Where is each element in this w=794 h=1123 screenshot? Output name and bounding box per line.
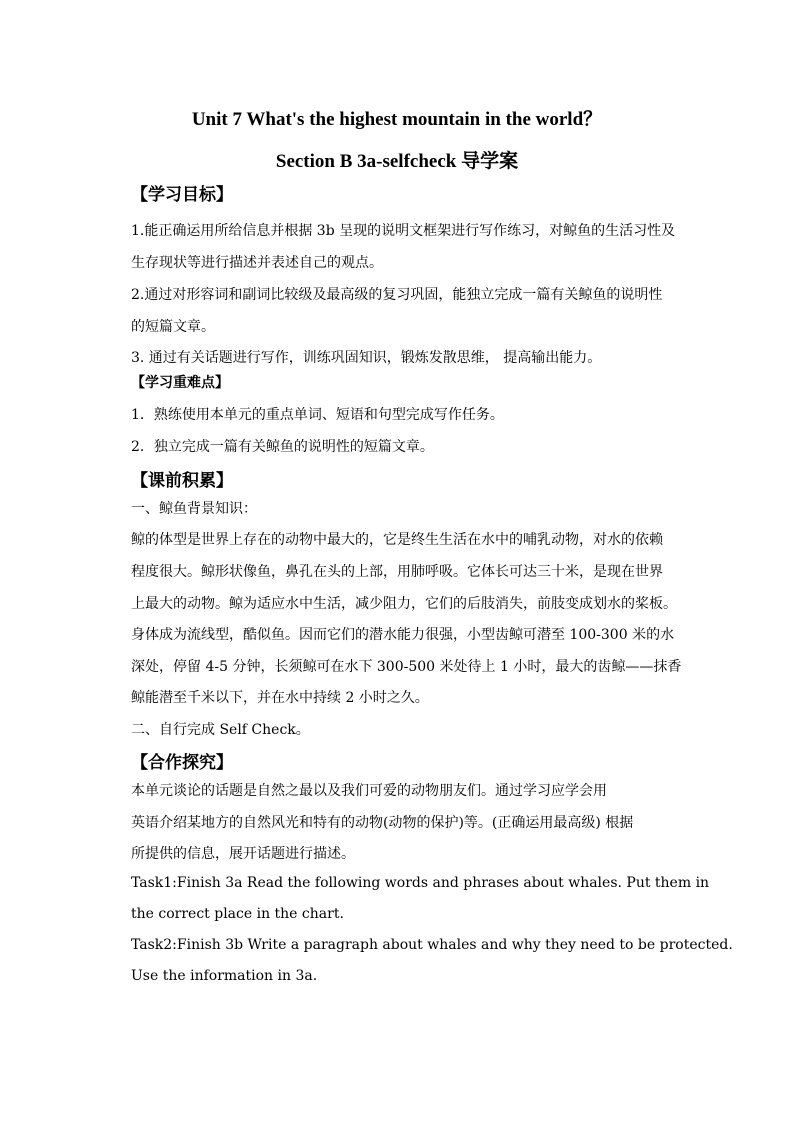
section-heading-key-points: 【学习重难点】 [131, 375, 229, 391]
text-line: the correct place in the chart. [131, 906, 344, 922]
document-subtitle: Section B 3a-selfcheck 导学案 [275, 151, 519, 172]
text-line: 英语介绍某地方的自然风光和特有的动物(动物的保护)等。(正确运用最高级) 根据 [131, 815, 634, 831]
text-line: 鲸能潜至千米以下，并在水中持续 2 小时之久。 [131, 690, 429, 706]
text-line: 身体成为流线型，酷似鱼。因而它们的潜水能力很强，小型齿鲸可潜至 100-300 米的水 [131, 627, 675, 643]
text-line: Task2:Finish 3b Write a paragraph about whales and why they need to be protected. [131, 937, 733, 953]
text-line: 1.能正确运用所给信息并根据 3b 呈现的说明文框架进行写作练习，对鲸鱼的生活习性及 [131, 223, 676, 239]
text-line: 一、鲸鱼背景知识： [131, 501, 257, 517]
text-line: 的短篇文章。 [131, 319, 215, 335]
text-line: 生存现状等进行描述并表述自己的观点。 [131, 255, 383, 271]
document-title: Unit 7 What's the highest mountain in the world？ [191, 109, 603, 130]
text-line: 鲸的体型是世界上存在的动物中最大的，它是终生生活在水中的哺乳动物，对水的依赖 [131, 532, 663, 548]
text-line: 上最大的动物。鲸为适应水中生活，减少阻力，它们的后肢消失，前肢变成划水的桨板。 [131, 596, 677, 612]
text-line: 深处，停留 4-5 分钟，长须鲸可在水下 300-500 米处待上 1 小时，最大的齿鲸——抹香 [131, 659, 682, 675]
text-line: 1．熟练使用本单元的重点单词、短语和句型完成写作任务。 [131, 407, 504, 423]
text-line: Task1:Finish 3a Read the following words and phrases about whales. Put them in [131, 875, 710, 891]
section-heading-cooperation: 【合作探究】 [131, 753, 233, 773]
section-heading-objectives: 【学习目标】 [131, 185, 233, 205]
section-heading-preview: 【课前积累】 [131, 471, 233, 491]
text-line: 本单元谈论的话题是自然之最以及我们可爱的动物朋友们。通过学习应学会用 [131, 783, 607, 799]
text-line: 3. 通过有关话题进行写作，训练巩固知识，锻炼发散思维， 提高输出能力。 [131, 350, 602, 366]
text-line: 程度很大。鲸形状像鱼，鼻孔在头的上部，用肺呼吸。它体长可达三十米，是现在世界 [131, 564, 663, 580]
text-line: 2.通过对形容词和副词比较级及最高级的复习巩固，能独立完成一篇有关鲸鱼的说明性 [131, 287, 663, 303]
text-line: 二、自行完成 Self Check。 [131, 722, 310, 738]
text-line: 所提供的信息，展开话题进行描述。 [131, 846, 355, 862]
text-line: 2．独立完成一篇有关鲸鱼的说明性的短篇文章。 [131, 439, 434, 455]
text-line: Use the information in 3a. [131, 968, 318, 984]
